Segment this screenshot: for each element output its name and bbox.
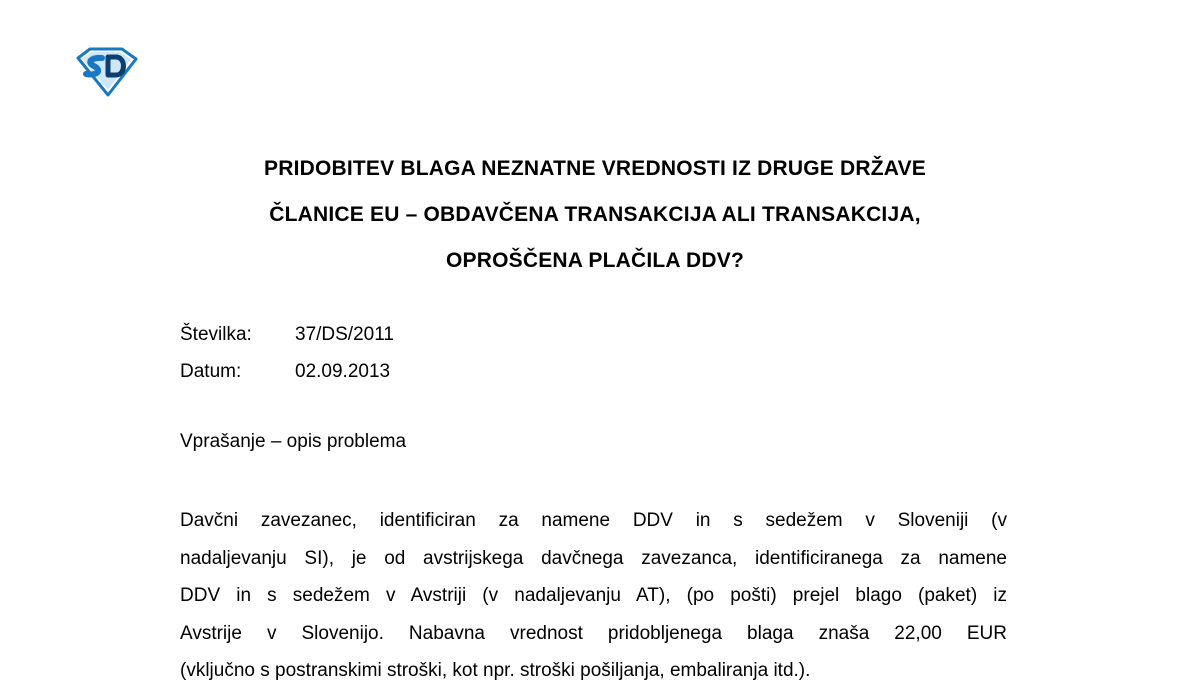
date-row bbox=[180, 353, 394, 390]
title-line: PRIDOBITEV BLAGA NEZNATNE VREDNOSTI IZ DRUGE DRŽAVE bbox=[264, 157, 926, 180]
paragraph-line: nadaljevanju SI), je od avstrijskega davčnega zavezanca, identificiranega za namene bbox=[180, 547, 1007, 569]
date-label: Datum: bbox=[180, 361, 242, 382]
sd-shield-logo-icon bbox=[72, 46, 140, 98]
paragraph-line: DDV in s sedežem v Avstriji (v nadaljevanju AT), (po pošti) prejel blago (paket) iz bbox=[180, 585, 1007, 606]
document-meta bbox=[180, 316, 394, 390]
number-label: Številka: bbox=[180, 324, 252, 345]
number-value: 37/DS/2011 bbox=[295, 324, 394, 345]
title-line: OPROŠČENA PLAČILA DDV? bbox=[445, 249, 745, 272]
date-value: 02.09.2013 bbox=[295, 361, 391, 382]
body-paragraph bbox=[180, 502, 1007, 690]
title-line: ČLANICE EU – OBDAVČENA TRANSAKCIJA ALI TRANSAKCIJA, bbox=[269, 203, 921, 226]
section-heading: Vprašanje – opis problema bbox=[180, 431, 407, 452]
paragraph-line: Avstrije v Slovenijo. Nabavna vrednost pridobljenega blaga znaša 22,00 EUR bbox=[180, 622, 1007, 644]
paragraph-line: (vključno s postranskimi stroški, kot npr. stroški pošiljanja, embaliranja itd.). bbox=[180, 660, 811, 681]
paragraph-line: Davčni zavezanec, identificiran za namene DDV in s sedežem v Sloveniji (v bbox=[180, 510, 1007, 531]
number-row bbox=[180, 316, 394, 353]
sd-logo bbox=[72, 46, 140, 98]
document-title bbox=[0, 146, 1190, 284]
